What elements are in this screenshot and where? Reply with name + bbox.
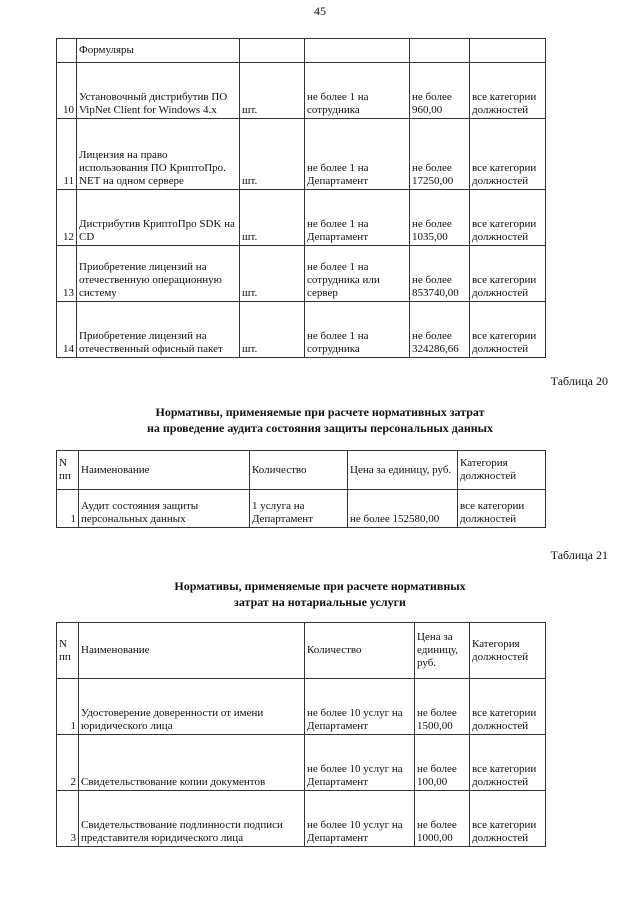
table20-title-line2: на проведение аудита состояния защиты персональных данных	[146, 421, 494, 435]
table20-title-line1: Нормативы, применяемые при расчете нормативных затрат	[155, 405, 485, 419]
table-row	[57, 302, 546, 358]
item-price: не более 152580,00	[348, 490, 458, 528]
item-price: не более 1500,00	[415, 679, 470, 735]
header-category: Категория должностей	[470, 623, 546, 679]
item-price: не более 17250,00	[410, 119, 470, 190]
item-price	[410, 39, 470, 63]
item-name: Лицензия на право использования ПО КриптоПро. NET на одном сервере	[77, 119, 240, 190]
header-price: Цена за единицу, руб.	[415, 623, 470, 679]
header-price: Цена за единицу, руб.	[348, 451, 458, 490]
item-price: не более 1035,00	[410, 190, 470, 246]
row-number: 12	[57, 190, 77, 246]
item-name: Свидетельствование копии документов	[79, 735, 305, 791]
item-name: Приобретение лицензий на отечественный офисный пакет	[77, 302, 240, 358]
item-name: Приобретение лицензий на отечественную операционную систему	[77, 246, 240, 302]
header-category: Категория должностей	[458, 451, 546, 490]
item-quantity	[305, 39, 410, 63]
item-quantity: не более 1 на Департамент	[305, 190, 410, 246]
table-header-row	[57, 623, 546, 679]
item-name: Дистрибутив КриптоПро SDK на CD	[77, 190, 240, 246]
page-number: 45	[314, 4, 326, 18]
item-quantity: не более 1 на сотрудника или сервер	[305, 246, 410, 302]
item-price: не более 1000,00	[415, 791, 470, 847]
table-row	[57, 490, 546, 528]
item-category: все категории должностей	[470, 119, 546, 190]
header-qty: Количество	[305, 623, 415, 679]
table-row	[57, 39, 546, 63]
item-quantity: 1 услуга на Департамент	[250, 490, 348, 528]
row-number: 14	[57, 302, 77, 358]
row-number	[57, 39, 77, 63]
table21-label: Таблица 21	[550, 548, 608, 562]
header-name: Наименование	[79, 451, 250, 490]
item-unit: шт.	[240, 246, 305, 302]
item-name: Свидетельствование подлинности подписи представителя юридического лица	[79, 791, 305, 847]
item-name: Удостоверение доверенности от имени юридического лица	[79, 679, 305, 735]
table-20	[56, 450, 546, 528]
item-quantity: не более 10 услуг на Департамент	[305, 735, 415, 791]
table-row	[57, 791, 546, 847]
item-price: не более 960,00	[410, 63, 470, 119]
item-category: все категории должностей	[470, 190, 546, 246]
header-n: N пп	[57, 451, 79, 490]
item-price: не более 100,00	[415, 735, 470, 791]
table21-title-line2: затрат на нотариальные услуги	[234, 595, 406, 609]
item-unit	[240, 39, 305, 63]
item-category: все категории должностей	[470, 302, 546, 358]
item-quantity: не более 10 услуг на Департамент	[305, 791, 415, 847]
item-unit: шт.	[240, 63, 305, 119]
table-row	[57, 190, 546, 246]
item-price: не более 853740,00	[410, 246, 470, 302]
table-row	[57, 246, 546, 302]
item-category: все категории должностей	[458, 490, 546, 528]
header-n: N пп	[57, 623, 79, 679]
item-name: Формуляры	[77, 39, 240, 63]
item-quantity: не более 1 на сотрудника	[305, 63, 410, 119]
item-category: все категории должностей	[470, 791, 546, 847]
item-name: Установочный дистрибутив ПО VipNet Client for Windows 4.x	[77, 63, 240, 119]
row-number: 2	[57, 735, 79, 791]
table-continuation	[56, 38, 546, 358]
item-quantity: не более 1 на сотрудника	[305, 302, 410, 358]
row-number: 13	[57, 246, 77, 302]
item-quantity: не более 10 услуг на Департамент	[305, 679, 415, 735]
item-category: все категории должностей	[470, 679, 546, 735]
item-category	[470, 39, 546, 63]
row-number: 1	[57, 490, 79, 528]
item-unit: шт.	[240, 190, 305, 246]
header-name: Наименование	[79, 623, 305, 679]
row-number: 11	[57, 119, 77, 190]
item-price: не более 324286,66	[410, 302, 470, 358]
item-name: Аудит состояния защиты персональных данных	[79, 490, 250, 528]
row-number: 10	[57, 63, 77, 119]
table20-label: Таблица 20	[550, 374, 608, 388]
item-category: все категории должностей	[470, 63, 546, 119]
table-row	[57, 735, 546, 791]
item-unit: шт.	[240, 302, 305, 358]
row-number: 3	[57, 791, 79, 847]
table-21	[56, 622, 546, 847]
item-category: все категории должностей	[470, 246, 546, 302]
item-quantity: не более 1 на Департамент	[305, 119, 410, 190]
item-category: все категории должностей	[470, 735, 546, 791]
table-row	[57, 119, 546, 190]
item-unit: шт.	[240, 119, 305, 190]
table-row	[57, 63, 546, 119]
table-row	[57, 679, 546, 735]
row-number: 1	[57, 679, 79, 735]
table-header-row	[57, 451, 546, 490]
table21-title-line1: Нормативы, применяемые при расчете нормативных	[174, 579, 466, 593]
header-qty: Количество	[250, 451, 348, 490]
